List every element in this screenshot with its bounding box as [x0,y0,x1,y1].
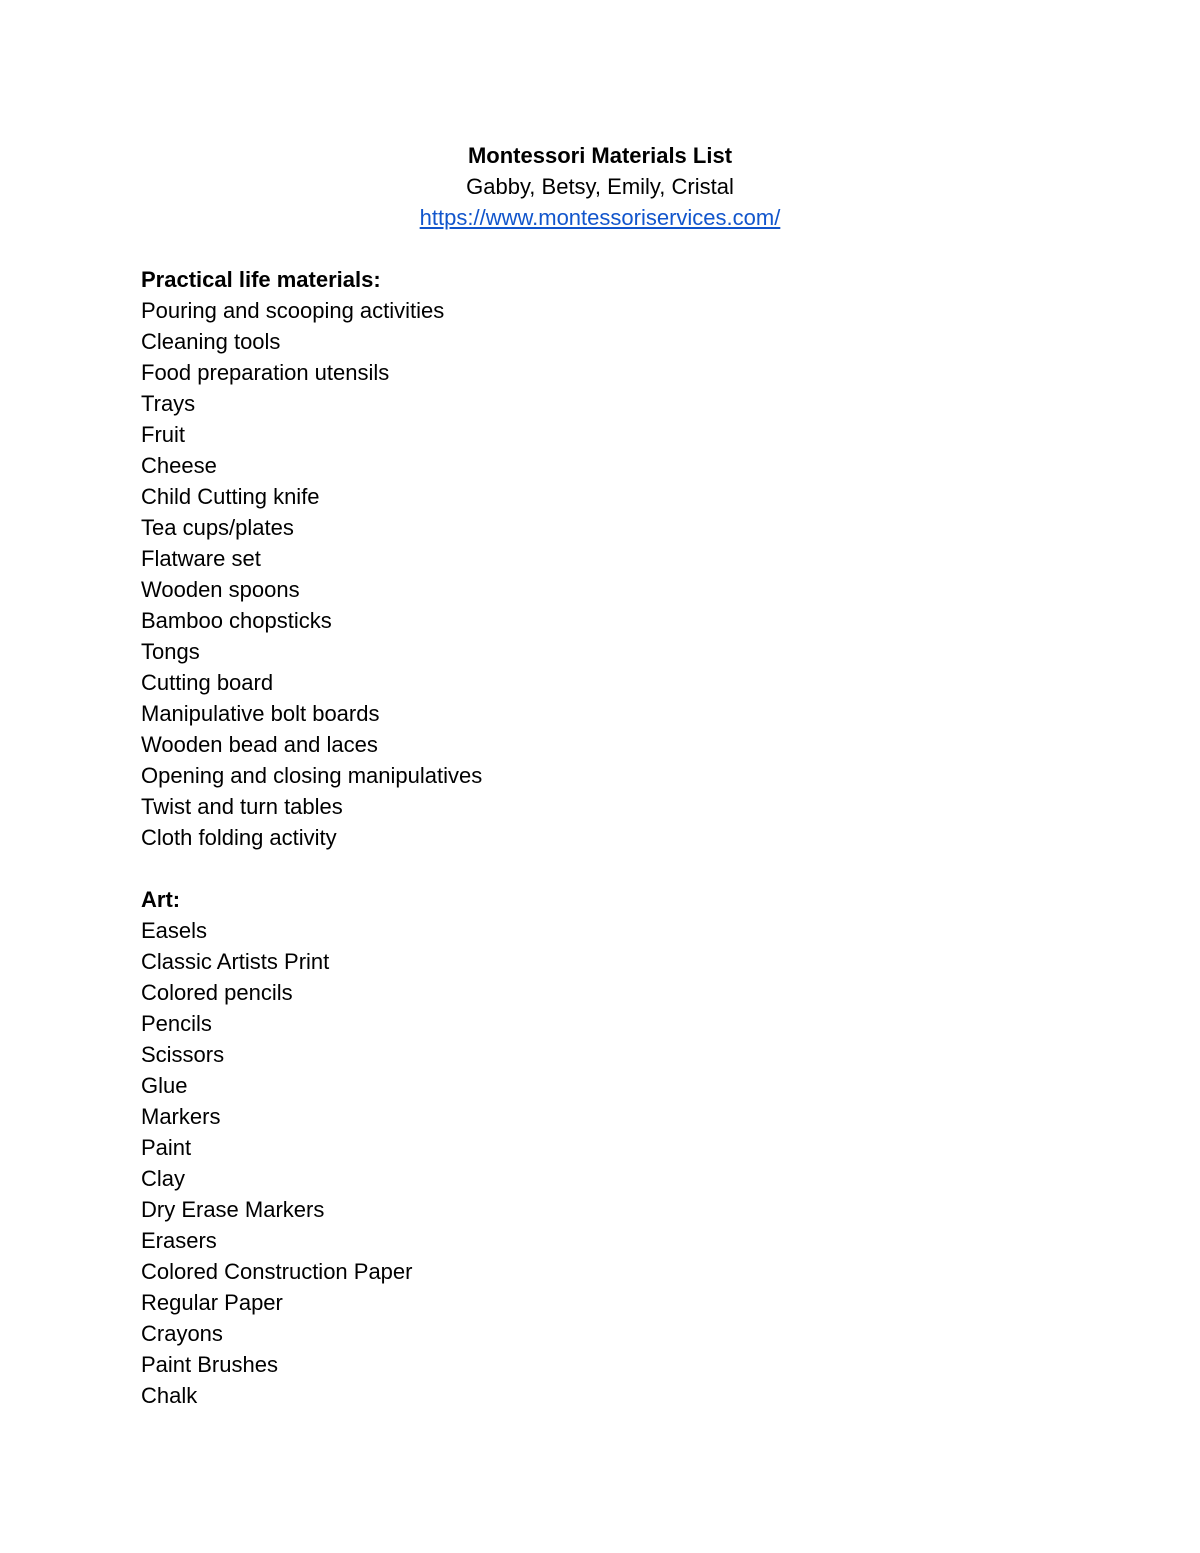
list-item: Dry Erase Markers [141,1197,325,1222]
item-list [141,295,1141,853]
section-spacer [141,853,1141,884]
section-art [141,884,1141,1411]
list-item: Colored pencils [141,980,293,1005]
list-item: Wooden spoons [141,577,300,602]
list-item: Classic Artists Print [141,949,330,974]
list-item: Manipulative bolt boards [141,701,380,726]
list-item: Crayons [141,1321,223,1346]
list-item: Cutting board [141,670,274,695]
list-item: Cheese [141,453,217,478]
list-item: Colored Construction Paper [141,1259,413,1284]
source-link[interactable]: https://www.montessoriservices.com/ [419,205,781,230]
list-item: Opening and closing manipulatives [141,763,483,788]
document-title: Montessori Materials List [467,143,733,168]
list-item: Erasers [141,1228,217,1253]
list-item: Easels [141,918,208,943]
list-item: Wooden bead and laces [141,732,378,757]
list-item: Trays [141,391,196,416]
list-item: Pencils [141,1011,212,1036]
list-item: Tongs [141,639,200,664]
list-item: Pouring and scooping activities [141,298,445,323]
list-item: Bamboo chopsticks [141,608,332,633]
section-heading: Practical life materials: [141,267,381,292]
list-item: Paint [141,1135,192,1160]
list-item: Food preparation utensils [141,360,390,385]
authors-line: Gabby, Betsy, Emily, Cristal [466,174,734,199]
list-item: Flatware set [141,546,261,571]
document-header [0,140,1200,233]
list-item: Scissors [141,1042,225,1067]
document-body [141,264,1141,1411]
list-item: Clay [141,1166,186,1191]
list-item: Cloth folding activity [141,825,337,850]
list-item: Cleaning tools [141,329,281,354]
section-heading: Art: [141,887,181,912]
list-item: Chalk [141,1383,198,1408]
list-item: Child Cutting knife [141,484,320,509]
item-list [141,915,1141,1411]
list-item: Markers [141,1104,221,1129]
section-practical-life [141,264,1141,853]
list-item: Paint Brushes [141,1352,278,1377]
list-item: Fruit [141,422,185,447]
list-item: Twist and turn tables [141,794,343,819]
list-item: Tea cups/plates [141,515,294,540]
list-item: Glue [141,1073,188,1098]
list-item: Regular Paper [141,1290,283,1315]
